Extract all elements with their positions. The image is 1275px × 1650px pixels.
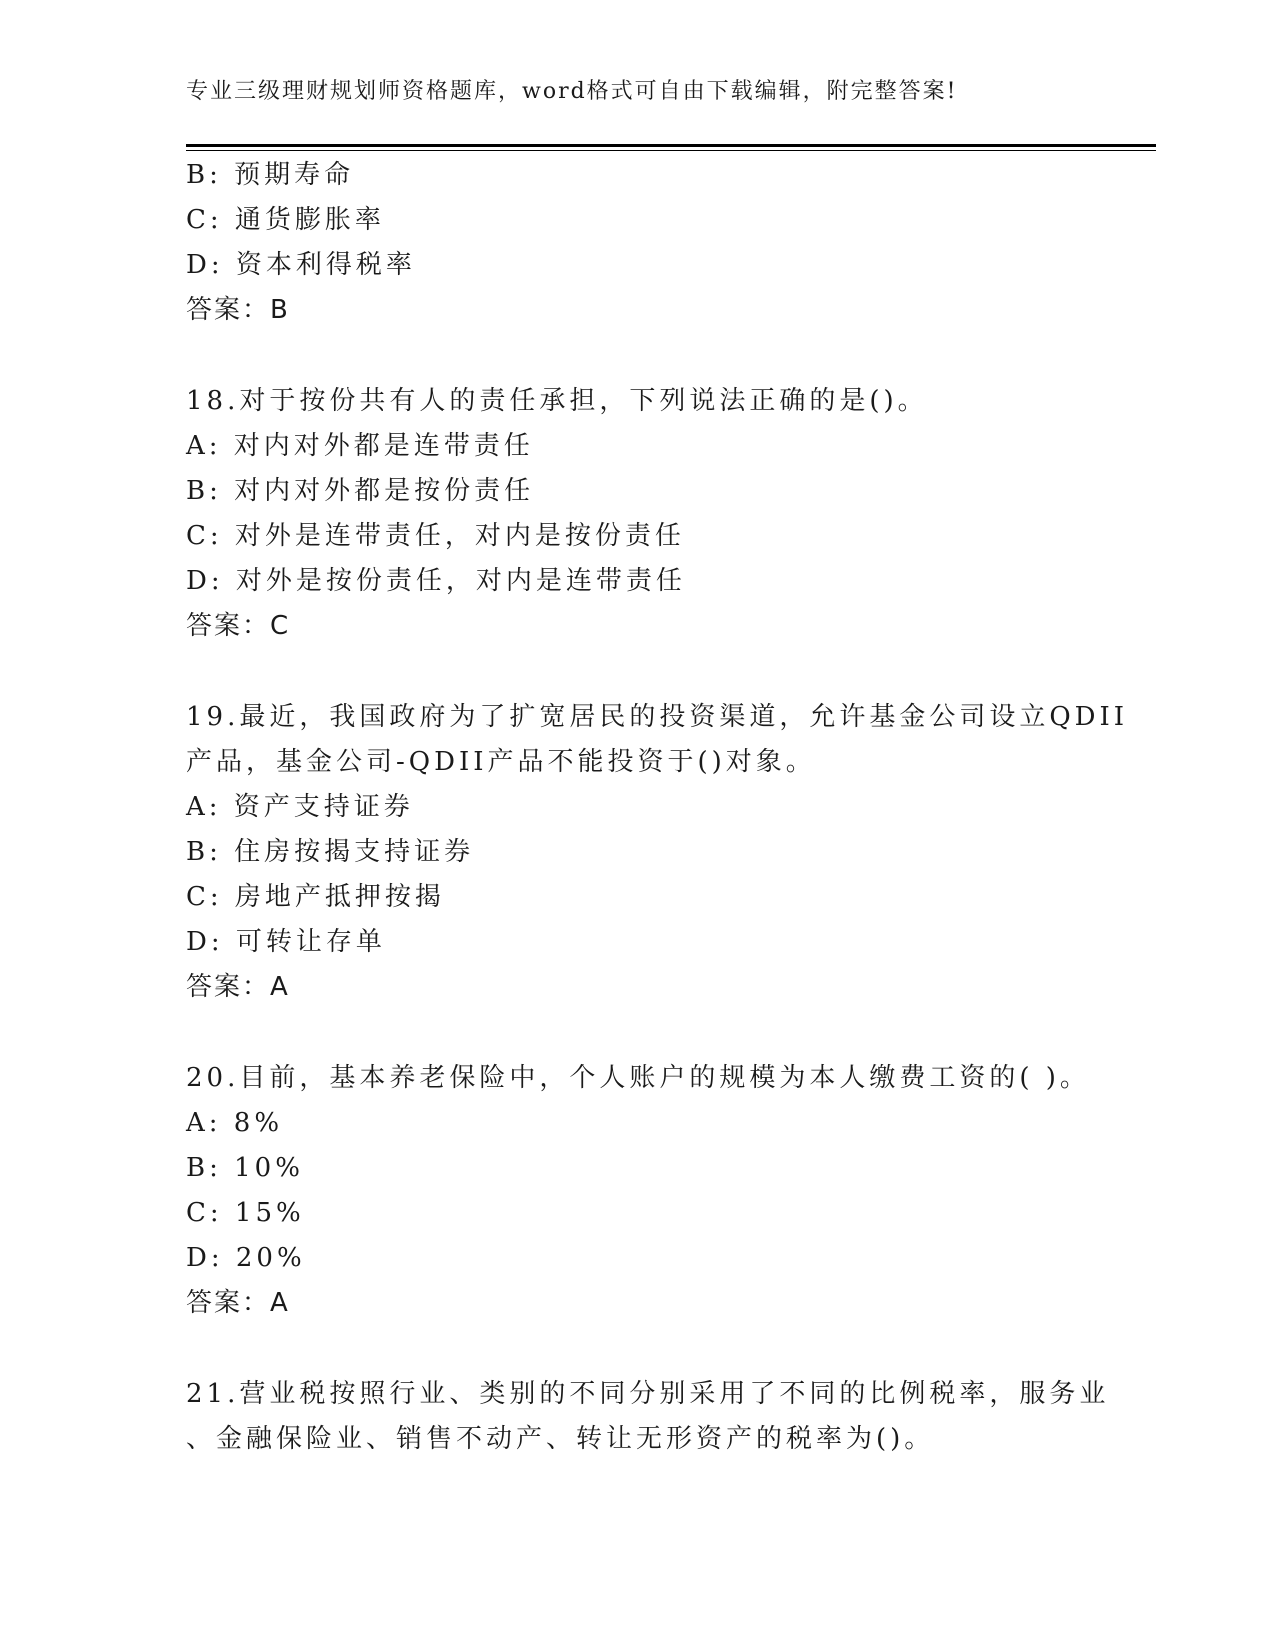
q17-option-b: B: 预期寿命 [186, 160, 355, 190]
q19-option-c: C: 房地产抵押按揭 [186, 882, 445, 912]
page-header: 专业三级理财规划师资格题库，word格式可自由下载编辑，附完整答案! [186, 79, 958, 104]
q20-option-b: B: 10% [186, 1153, 304, 1183]
q19-stem-line1: 19.最近，我国政府为了扩宽居民的投资渠道，允许基金公司设立QDII [186, 702, 1129, 732]
q17-option-c: C: 通货膨胀率 [186, 205, 385, 235]
q18-option-c: C: 对外是连带责任，对内是按份责任 [186, 521, 685, 551]
q18-stem: 18.对于按份共有人的责任承担，下列说法正确的是()。 [186, 386, 928, 416]
q18-option-a: A: 对内对外都是连带责任 [186, 431, 534, 461]
q19-answer: 答案：A [186, 972, 290, 1002]
header-rule-thin [186, 150, 1156, 151]
q20-option-d: D: 20% [186, 1243, 306, 1273]
q20-option-c: C: 15% [186, 1198, 305, 1228]
q19-option-a: A: 资产支持证券 [186, 792, 414, 822]
q19-option-b: B: 住房按揭支持证券 [186, 837, 475, 867]
q20-stem: 20.目前，基本养老保险中，个人账户的规模为本人缴费工资的( )。 [186, 1063, 1090, 1093]
q18-option-b: B: 对内对外都是按份责任 [186, 476, 535, 506]
q18-option-d: D: 对外是按份责任，对内是连带责任 [186, 566, 686, 596]
q19-option-d: D: 可转让存单 [186, 927, 386, 957]
header-rule-thick [186, 144, 1156, 147]
q19-stem-line2: 产品，基金公司-QDII产品不能投资于()对象。 [186, 747, 816, 777]
q17-answer: 答案：B [186, 295, 290, 325]
q18-answer: 答案：C [186, 611, 291, 641]
q17-option-d: D: 资本利得税率 [186, 250, 416, 280]
q21-stem-line1: 21.营业税按照行业、类别的不同分别采用了不同的比例税率，服务业 [186, 1379, 1110, 1409]
q20-answer: 答案：A [186, 1288, 290, 1318]
q21-stem-line2: 、金融保险业、销售不动产、转让无形资产的税率为()。 [186, 1424, 935, 1454]
q20-option-a: A: 8% [186, 1108, 284, 1138]
